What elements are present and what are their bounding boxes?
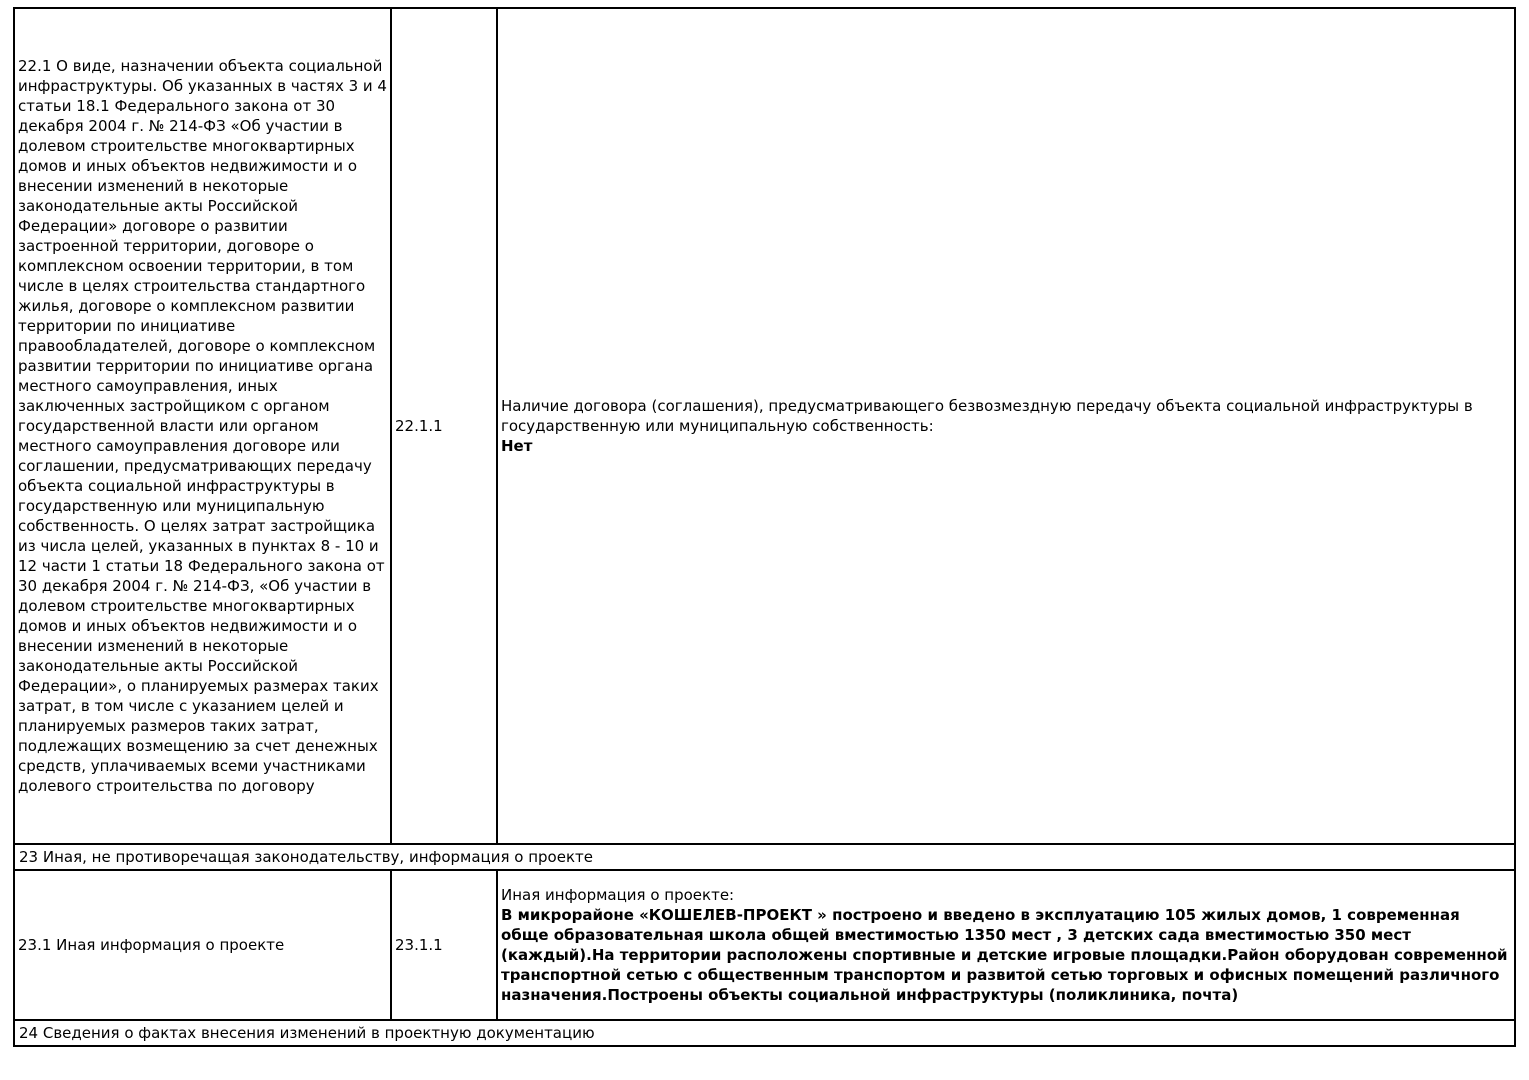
section-24-heading: 24 Сведения о фактах внесения изменений в проектную документацию [14,1020,1515,1046]
row-22-1-value-answer: Нет [501,437,533,455]
row-22-1-code-cell [391,8,497,844]
row-23-1-description-cell: 23.1 Иная информация о проекте [14,870,391,1020]
project-declaration-table [13,7,1516,1047]
row-22-1-description-text: 22.1 О виде, назначении объекта социальной инфраструктуры. Об указанных в частях 3 и 4 статьи 18.1 Федерального закона от 30 декабря 2004 г. № 214-ФЗ «Об участии в долевом строительстве многоквартирных домов и иных объектов недвижимости и о внесении изменений в некоторые законодательные акты Российской Федерации» договоре о развитии застроенной территории, договоре о комплексном освоении территории, в том числе в целях строительства стандартного жилья, договоре о комплексном развитии территории по инициативе правообладателей, договоре о комплексном развитии территории по инициативе органа местного самоуправления, иных заключенных застройщиком с органом государственной власти или органом местного самоуправления договоре или соглашении, предусматривающих передачу объекта социальной инфраструктуры в государственную или муниципальную собственность. О целях затрат застройщика из числа целей, указанных в пунктах 8 - 10 и 12 части 1 статьи 18 Федерального закона от 30 декабря 2004 г. № 214-ФЗ, «Об участии в долевом строительстве многоквартирных домов и иных объектов недвижимости и о внесении изменений в некоторые законодательные акты Российской Федерации», о планируемых размерах таких затрат, в том числе с указанием целей и планируемых размеров таких затрат, подлежащих возмещению за счет денежных средств, уплачиваемых всеми участниками долевого строительства по договору [18,57,387,795]
row-22-1-code-text: 22.1.1 [395,417,443,435]
row-22-1-description-cell [14,8,391,844]
row-23-1-value-label: Иная информация о проекте: [501,886,735,904]
row-23-1-value-text: В микрорайоне «КОШЕЛЕВ-ПРОЕКТ » построено и введено в эксплуатацию 105 жилых домов, 1 современная обще образовательная школа общей вместимостью 1350 мест , 3 детских сада вместимостью 350 мест (каждый).На территории расположены спортивные и детские игровые площадки.Район оборудован современной транспортной сетью с общественным транспортом и развитой сетью торговых и офисных помещений различного назначения.Построены объекты социальной инфраструктуры (поликлиника, почта) [501,906,1508,1004]
section-row [14,1020,1515,1046]
row-22-1-value-cell [497,8,1515,844]
section-row [14,844,1515,870]
table-row [14,8,1515,844]
table-row [14,870,1515,1020]
row-23-1-code-cell [391,870,497,1020]
row-23-1-code-text: 23.1.1 [395,936,443,954]
row-23-1-value-cell [497,870,1515,1020]
section-23-heading: 23 Иная, не противоречащая законодательству, информация о проекте [14,844,1515,870]
row-22-1-value-label: Наличие договора (соглашения), предусматривающего безвозмездную передачу объекта социальной инфраструктуры в государственную или муниципальную собственность: [501,397,1473,435]
